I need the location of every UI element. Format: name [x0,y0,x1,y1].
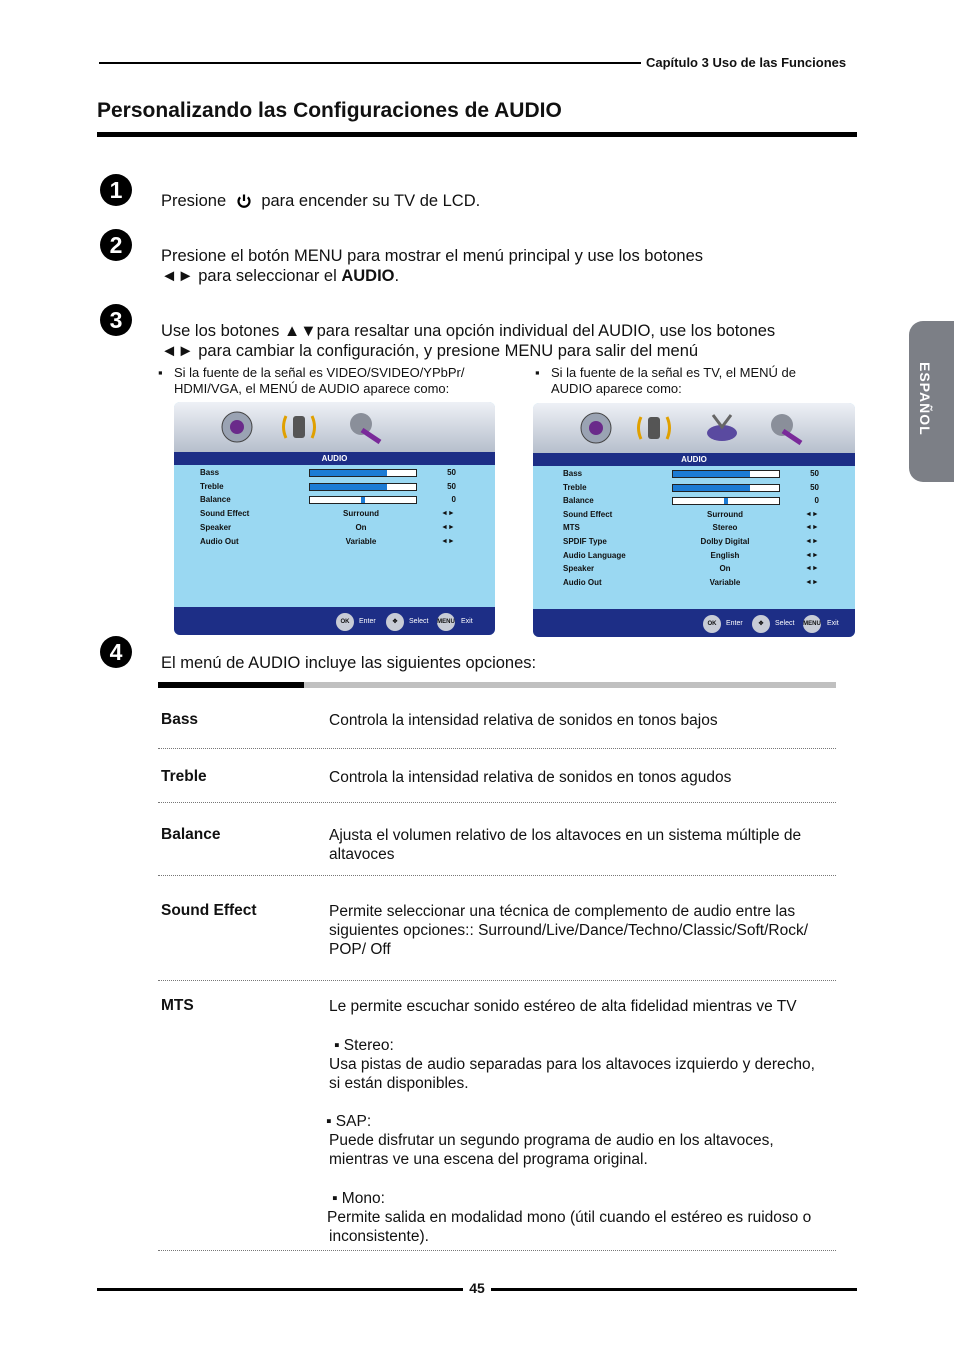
step-3-line2: ◄► para cambiar la configuración, y presione MENU para salir del menú [161,342,699,360]
note-tv-line1: Si la fuente de la señal es TV, el MENÚ de [551,365,796,380]
legend-exit: Exit [461,618,473,625]
picture-menu-icon [577,409,615,447]
menu-row-value: On [355,522,367,532]
title-rule [97,132,857,137]
menu-row[interactable] [533,494,855,507]
legend-enter: Enter [726,620,743,627]
left-right-arrows-icon: ◄► [441,510,455,518]
audio-menu-screen-tv [533,403,855,637]
step-1-pre: Presione [161,192,227,210]
table-rule-accent [158,682,304,688]
row-divider [158,802,836,803]
step-2-line2 [161,266,399,286]
menu-row-label: Speaker [200,522,232,532]
menu-row[interactable] [174,493,495,506]
menu-title: AUDIO [533,453,855,466]
legend-enter: Enter [359,618,376,625]
option-desc-treble: Controla la intensidad relativa de sonidos en tonos agudos [329,769,732,786]
level-bar[interactable] [672,470,780,478]
left-right-arrows-icon: ◄► [805,551,819,559]
level-bar-fill [724,498,728,504]
level-bar-fill [361,497,365,503]
menu-row-label: Sound Effect [200,509,250,519]
balance-desc-line2: altavoces [329,846,395,863]
row-divider [158,1250,836,1251]
step-number-3: 3 [100,304,132,336]
menu-button-icon: MENU [437,613,455,631]
menu-row-value: Stereo [712,523,738,533]
option-desc-bass: Controla la intensidad relativa de sonidos en tonos bajos [329,712,718,729]
note-video-source [158,365,465,397]
menu-row-label: Treble [563,482,587,492]
level-value: 50 [810,469,819,478]
step-2-line1: Presione el botón MENU para mostrar el menú principal y use los botones [161,247,704,265]
note-video-line2: HDMI/VGA, el MENÚ de AUDIO aparece como: [174,381,450,396]
menu-row-label: SPDIF Type [563,537,607,546]
row-divider [158,748,836,749]
note-tv-source [535,365,796,397]
level-bar[interactable] [309,496,417,504]
mts-mono-label: ▪ Mono: [332,1190,385,1207]
level-bar[interactable] [672,497,780,505]
menu-row-label: Bass [200,468,220,477]
setup-menu-icon [767,409,805,447]
language-tab-label: ESPAÑOL [917,362,933,436]
mts-sap-line1: Puede disfrutar un segundo programa de audio en los altavoces, [329,1132,774,1149]
menu-row[interactable] [533,508,855,521]
step-number-2: 2 [100,229,132,261]
menu-row[interactable] [533,535,855,548]
left-right-arrows-icon: ◄► [805,578,819,586]
menu-row[interactable] [174,507,495,520]
step-2-line2-pre: ◄► para seleccionar el [161,267,342,285]
left-right-arrows-icon: ◄► [805,524,819,532]
mts-mono-line1: Permite salida en modalidad mono (útil cuando el estéreo es ruidoso o [327,1209,812,1226]
legend-exit: Exit [827,620,839,627]
menu-row-label: Treble [200,481,224,491]
menu-legend [336,613,486,631]
level-value: 50 [810,482,819,492]
menu-row-label: Bass [563,469,583,478]
mts-sap-label: ▪ SAP: [326,1113,372,1130]
level-value: 0 [451,495,456,505]
menu-row-label: Speaker [563,564,595,574]
select-dpad-icon: ✥ [386,613,404,631]
option-term-treble: Treble [161,768,207,785]
note-bullet: ▪ [535,365,540,380]
level-bar[interactable] [309,469,417,477]
mts-stereo-line1: Usa pistas de audio separadas para los altavoces izquierdo y derecho, [329,1056,815,1073]
header-rule [99,62,641,64]
ok-button-icon: OK [703,615,721,633]
level-value: 50 [447,468,456,477]
menu-row-label: MTS [563,523,580,533]
mts-stereo-label: ▪ Stereo: [334,1037,394,1054]
mts-sap-line2: mientras ve una escena del programa original. [329,1151,648,1168]
step-2-line2-post: . [394,267,400,285]
menu-row-value: On [719,564,731,574]
sound-effect-desc-line1: Permite seleccionar una técnica de complemento de audio entre las [329,903,796,920]
step-1-text [161,191,480,211]
step-3-line1: Use los botones ▲▼para resaltar una opción individual del AUDIO, use los botones [161,322,776,340]
level-value: 0 [814,496,819,506]
level-bar-fill [673,485,750,491]
menu-row-value: English [710,550,740,560]
menu-row-value: Dolby Digital [700,537,750,546]
audio-menu-icon [635,409,673,447]
menu-legend [703,615,853,633]
chapter-heading: Capítulo 3 Uso de las Funciones [646,55,847,70]
menu-row[interactable] [174,535,495,548]
menu-row-label: Audio Language [563,550,626,560]
menu-button-icon: MENU [803,615,821,633]
legend-select: Select [775,620,795,627]
option-desc-balance [329,826,801,864]
level-bar[interactable] [672,484,780,492]
mts-mono-line2: inconsistente). [329,1228,429,1245]
step-4-text: El menú de AUDIO incluye las siguientes opciones: [161,654,537,672]
sound-effect-desc-line3: POP/ Off [329,941,391,958]
option-desc-mts: Le permite escuchar sonido estéreo de alta fidelidad mientras ve TV [329,998,797,1015]
menu-row[interactable] [533,576,855,589]
menu-legend-bar [174,607,495,635]
legend-select: Select [409,618,429,625]
left-right-arrows-icon: ◄► [441,537,455,545]
audio-menu-screen-video [174,402,495,635]
step-1-post: para encender su TV de LCD. [261,192,481,210]
level-bar[interactable] [309,483,417,491]
audio-menu-icon [280,408,318,446]
menu-row-label: Balance [200,495,231,505]
menu-row[interactable] [533,481,855,494]
row-divider [158,980,836,981]
step-2-audio-bold: AUDIO [341,267,395,285]
page-title: Personalizando las Configuraciones de AUDIO [97,99,562,122]
option-term-bass: Bass [161,711,199,728]
option-term-mts: MTS [161,997,194,1014]
step-number-4: 4 [100,636,132,668]
menu-legend-bar [533,609,855,637]
select-dpad-icon: ✥ [752,615,770,633]
mts-stereo-line2: si están disponibles. [329,1075,469,1092]
menu-row-label: Balance [563,496,594,506]
menu-row-value: Surround [707,509,743,519]
menu-row-label: Sound Effect [563,509,613,519]
menu-row[interactable] [174,521,495,534]
channel-menu-icon [703,409,741,447]
menu-row-value: Surround [343,509,379,519]
menu-row[interactable] [533,549,855,562]
level-value: 50 [447,481,456,491]
left-right-arrows-icon: ◄► [805,565,819,573]
note-bullet: ▪ [158,365,163,380]
menu-row[interactable] [174,466,495,479]
ok-button-icon: OK [336,613,354,631]
level-bar-fill [310,470,387,476]
left-right-arrows-icon: ◄► [441,523,455,531]
level-bar-fill [673,471,750,477]
left-right-arrows-icon: ◄► [805,538,819,545]
sound-effect-desc-line2: siguientes opciones:: Surround/Live/Dance/Techno/Classic/Soft/Rock/ [329,922,809,939]
menu-row-label: Audio Out [200,536,239,546]
power-icon [236,193,252,209]
level-bar-fill [310,484,387,490]
menu-row[interactable] [533,521,855,534]
menu-icon-bar [174,402,495,452]
menu-row[interactable] [533,562,855,575]
option-term-sound-effect: Sound Effect [161,902,257,919]
setup-menu-icon [346,408,384,446]
page-number: 45 [469,1280,485,1296]
note-tv-line2: AUDIO aparece como: [551,381,682,396]
step-number-1: 1 [100,174,132,206]
menu-row-label: Audio Out [563,577,602,587]
note-video-line1: Si la fuente de la señal es VIDEO/SVIDEO/YPbPr/ [174,365,465,380]
row-divider [158,875,836,876]
footer-rule-right [491,1288,857,1291]
menu-row[interactable] [533,467,855,480]
option-term-balance: Balance [161,826,221,843]
picture-menu-icon [218,408,256,446]
footer-rule-left [97,1288,463,1291]
balance-desc-line1: Ajusta el volumen relativo de los altavoces en un sistema múltiple de [329,827,802,844]
menu-title: AUDIO [174,452,495,465]
table-rule [304,682,836,688]
left-right-arrows-icon: ◄► [805,510,819,518]
menu-icon-bar [533,403,855,453]
menu-row-value: Variable [709,577,741,587]
option-desc-sound-effect [329,902,808,959]
menu-row-value: Variable [345,536,377,546]
menu-row[interactable] [174,480,495,493]
